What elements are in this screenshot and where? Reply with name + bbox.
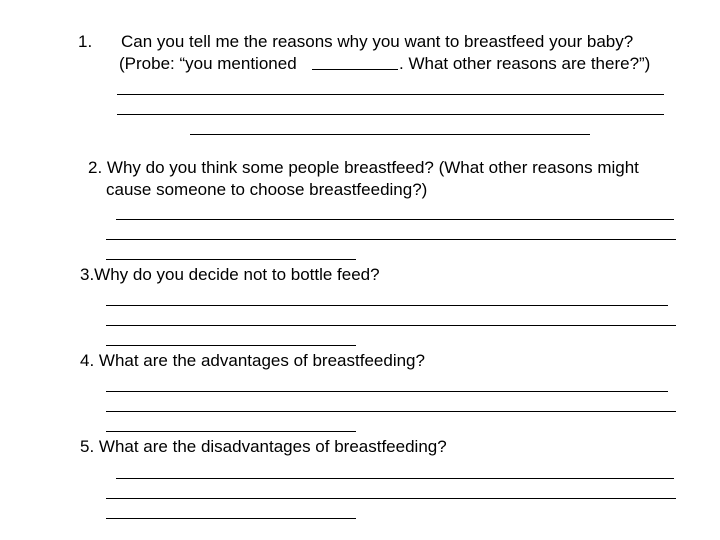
question-1-number: 1. [78,32,93,51]
question-1-answer-line-3 [190,134,590,135]
question-3-answer-line-2 [106,325,676,326]
question-5-answer-line-3 [106,518,356,519]
question-5-answer-line-1 [116,478,674,479]
question-5-answer-line-2 [106,498,676,499]
question-3-text: 3.Why do you decide not to bottle feed? [80,265,380,284]
question-4-text: 4. What are the advantages of breastfeeding? [80,351,425,370]
question-1-text: Can you tell me the reasons why you want to breastfeed your baby? [121,32,634,51]
question-2-answer-line-3 [106,259,356,260]
question-4-answer-line-2 [106,411,676,412]
question-2-answer-line-2 [106,239,676,240]
question-2-answer-line-1 [116,219,674,220]
question-2-text: 2. Why do you think some people breastfeed? (What other reasons might [88,158,639,177]
question-2-text-continued: cause someone to choose breastfeeding?) [106,180,428,199]
question-1-probe-end: . What other reasons are there?”) [399,54,651,73]
question-3-answer-line-3 [106,345,356,346]
question-3-answer-line-1 [106,305,668,306]
question-4-answer-line-3 [106,431,356,432]
question-1-probe-blank [312,69,398,70]
question-1-answer-line-2 [117,114,664,115]
question-1-answer-line-1 [117,94,664,95]
question-4-answer-line-1 [106,391,668,392]
question-1-probe-start: (Probe: “you mentioned [119,54,297,73]
question-5-text: 5. What are the disadvantages of breastfeeding? [80,437,447,456]
